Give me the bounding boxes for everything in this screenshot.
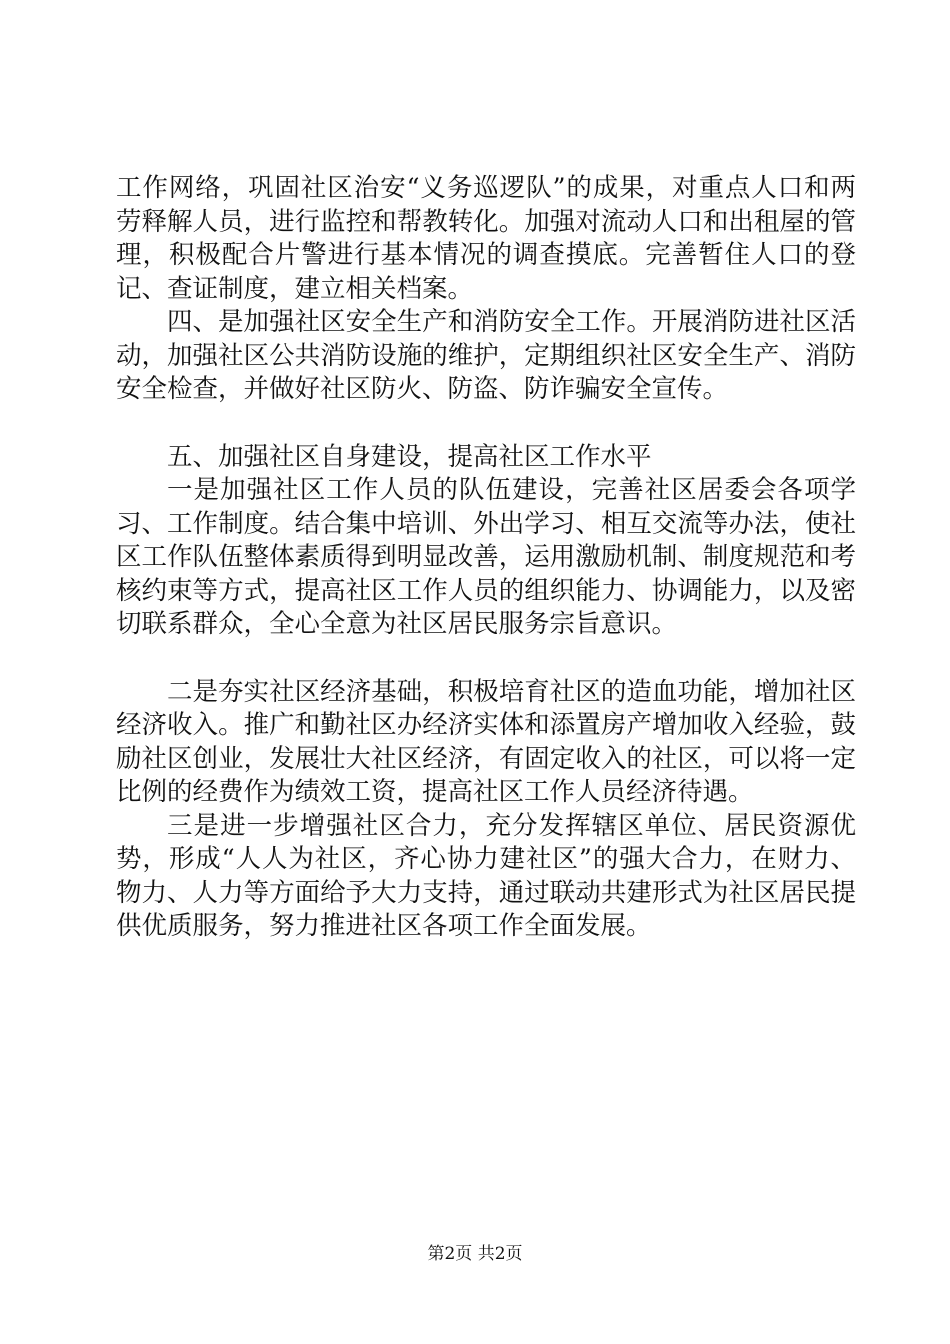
section-heading-community-building: 五、加强社区自身建设，提高社区工作水平 <box>167 441 652 472</box>
paragraph-fire-safety: 四、是加强社区安全生产和消防安全工作。开展消防进社区活动，加强社区公共消防设施的维护，定期组织社区安全生产、消防安全检查，并做好社区防火、防盗、防诈骗安全宣传。 <box>116 307 856 404</box>
paragraph-staff-building: 一是加强社区工作人员的队伍建设，完善社区居委会各项学习、工作制度。结合集中培训、外出学习、相互交流等办法，使社区工作队伍整体素质得到明显改善，运用激励机制、制度规范和考核约束等方式，提高社区工作人员的组织能力、协调能力，以及密切联系群众，全心全意为社区居民服务宗旨意识。 <box>116 475 856 639</box>
page-number-footer: 第2页 共2页 <box>427 1244 523 1264</box>
document-body <box>116 172 856 944</box>
paragraph-joint-effort: 三是进一步增强社区合力，充分发挥辖区单位、居民资源优势，形成“人人为社区，齐心协力建社区”的强大合力，在财力、物力、人力等方面给予大力支持，通过联动共建形式为社区居民提供优质服务，努力推进社区各项工作全面发展。 <box>116 810 856 941</box>
paragraph-economic-foundation: 二是夯实社区经济基础，积极培育社区的造血功能，增加社区经济收入。推广和勤社区办经济实体和添置房产增加收入经验，鼓励社区创业，发展壮大社区经济，有固定收入的社区，可以将一定比例的经费作为绩效工资，提高社区工作人员经济待遇。 <box>116 676 856 807</box>
paragraph-public-security: 工作网络，巩固社区治安“义务巡逻队”的成果，对重点人口和两劳释解人员，进行监控和帮教转化。加强对流动人口和出租屋的管理，积极配合片警进行基本情况的调查摸底。完善暂住人口的登记、查证制度，建立相关档案。 <box>116 173 856 304</box>
